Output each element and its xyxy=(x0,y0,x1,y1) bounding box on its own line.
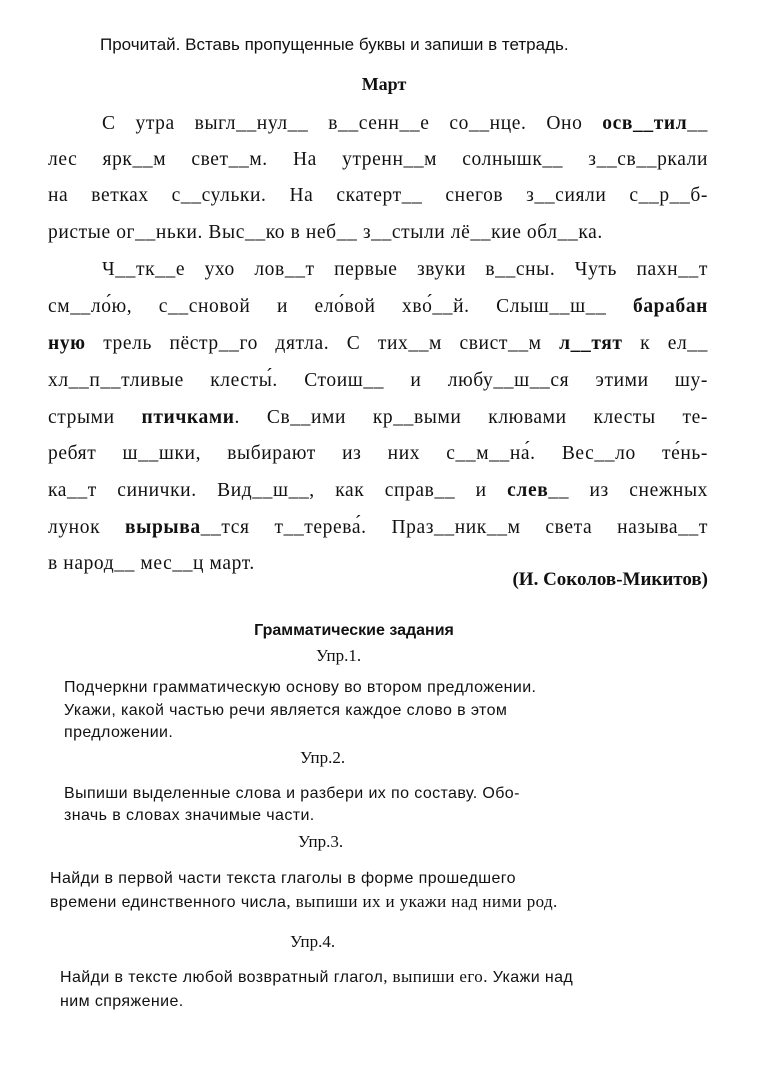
exercise-3-line-1: Найди в первой части текста глаголы в форме прошедшего xyxy=(50,870,516,887)
highlighted-word: барабан xyxy=(632,296,708,317)
exercise-4-line-1-text: Найди в тексте любой возвратный глагол xyxy=(60,969,384,986)
story-line xyxy=(48,517,708,539)
exercise-1-line-3: предложении. xyxy=(64,724,174,741)
story-line xyxy=(48,296,708,318)
line-segment: ристые ог__ньки. Выс__ко в неб__ з__стыли лё__кие обл__ка. xyxy=(48,222,603,243)
story-line xyxy=(48,480,708,502)
highlighted-word: осв__тил xyxy=(602,113,688,134)
instruction-text: Прочитай. Вставь пропущенные буквы и запиши в тетрадь. xyxy=(100,35,569,54)
line-segment: на ветках с__сульки. На скатерт__ снегов з__сияли с__р__б- xyxy=(48,185,708,206)
line-segment: ребят ш__шки, выбирают из них с__м__на́. Вес__ло те́нь- xyxy=(48,443,708,464)
story-line xyxy=(48,149,708,171)
exercise-3-line-2 xyxy=(50,892,558,912)
exercise-4-tail: , выпиши его. xyxy=(383,967,488,986)
line-segment: Ч__тк__е ухо лов__т первые звуки в__сны. Чуть пахн__т xyxy=(102,259,708,280)
story-line xyxy=(102,259,708,281)
exercise-1-line-2: Укажи, какой частью речи является каждое слово в этом xyxy=(64,702,508,719)
exercise-4-label: Упр.4. xyxy=(290,932,336,951)
line-segment: ка__т синички. Вид__ш__, как справ__ и xyxy=(48,480,508,501)
line-segment: в народ__ мес__ц март. xyxy=(48,553,255,574)
exercise-2-line-2: значь в словах значимые части. xyxy=(64,807,315,824)
line-segment: хл__п__тливые клесты́. Стоиш__ и любу__ш__ся этими шу- xyxy=(48,370,708,391)
line-segment: __ из снежных xyxy=(548,480,708,501)
line-segment: лунок xyxy=(48,517,126,538)
story-line xyxy=(48,333,708,355)
exercise-4-tail-2: Укажи над xyxy=(487,969,574,986)
story-line xyxy=(48,407,708,429)
highlighted-word: птичками xyxy=(141,407,235,428)
exercise-3-label: Упр.3. xyxy=(298,832,344,851)
story-line xyxy=(48,370,708,392)
line-segment: см__ло́ю, с__сновой и ело́вой хво́__й. Слыш__ш__ xyxy=(48,296,633,317)
story-line xyxy=(48,443,708,465)
line-segment: лес ярк__м свет__м. На утренн__м солнышк__ з__св__ркали xyxy=(48,149,708,170)
story-line xyxy=(48,222,708,244)
line-segment: к ел__ xyxy=(622,333,709,354)
exercise-1-line-1: Подчеркни грамматическую основу во втором предложении. xyxy=(64,679,537,696)
exercise-3-tail: , выпиши их и укажи над ними род. xyxy=(286,892,558,911)
line-segment: __ xyxy=(687,113,708,134)
highlighted-word: слев xyxy=(507,480,549,501)
exercise-3-line-2-text: времени единственного числа xyxy=(50,894,287,911)
line-segment: стрыми xyxy=(48,407,142,428)
exercise-2-line-1: Выпиши выделенные слова и разбери их по составу. Обо- xyxy=(64,785,520,802)
story-line xyxy=(48,185,708,207)
story-line xyxy=(102,113,708,135)
highlighted-word: ную xyxy=(48,333,86,354)
story-author: (И. Соколов-Микитов) xyxy=(512,569,708,590)
exercise-2-label: Упр.2. xyxy=(300,748,346,767)
highlighted-word: л__тят xyxy=(559,333,623,354)
highlighted-word: вырыва xyxy=(125,517,201,538)
line-segment: трель пёстр__го дятла. С тих__м свист__м xyxy=(85,333,560,354)
line-segment: __тся т__терева́. Праз__ник__м света называ__т xyxy=(200,517,708,538)
exercise-4-line-1 xyxy=(60,967,573,987)
exercise-4-line-2: ним спряжение. xyxy=(60,993,184,1010)
line-segment: . Св__ими кр__выми клювами клесты те- xyxy=(234,407,708,428)
grammar-title: Грамматические задания xyxy=(254,622,454,639)
exercise-1-label: Упр.1. xyxy=(316,646,362,665)
line-segment: С утра выгл__нул__ в__сенн__е со__нце. Оно xyxy=(102,113,603,134)
story-title: Март xyxy=(361,74,407,94)
